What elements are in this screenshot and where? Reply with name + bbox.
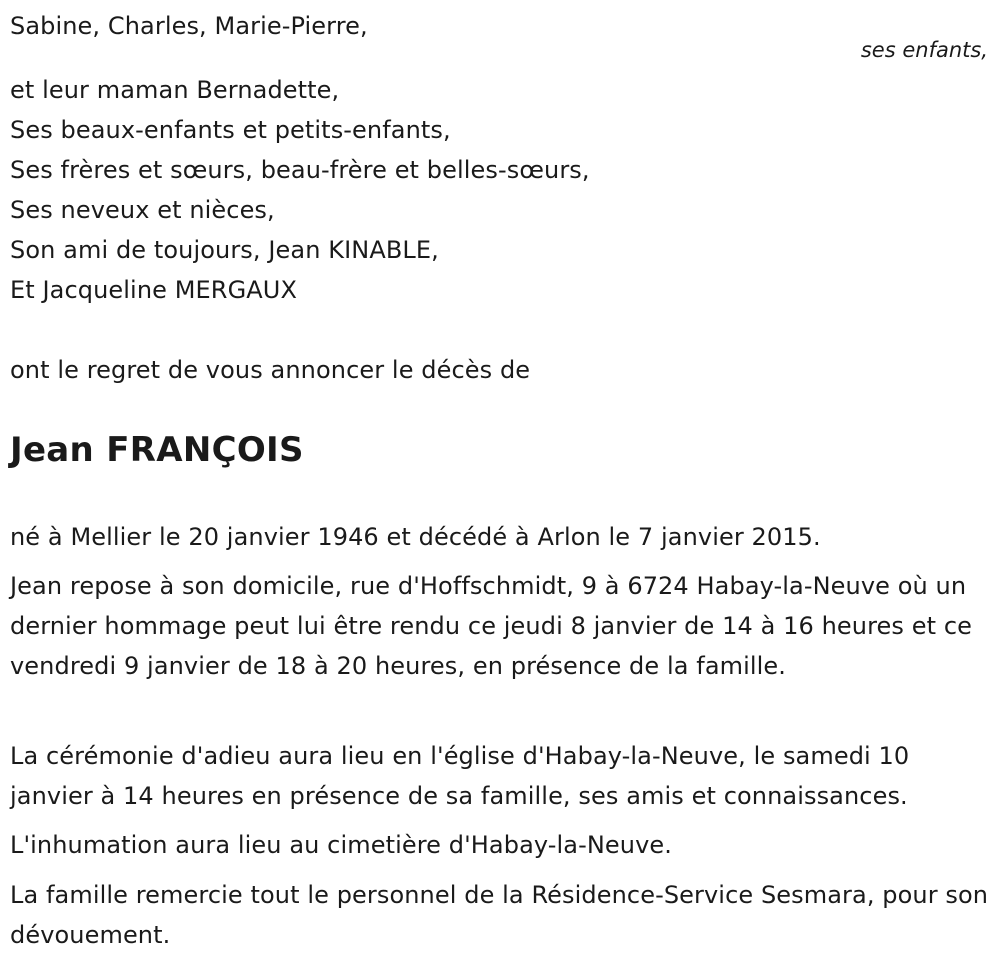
family-line-freres-soeurs: Ses frères et sœurs, beau-frère et belles-sœurs, (10, 156, 590, 184)
children-role: ses enfants, (860, 38, 988, 62)
family-line-maman: et leur maman Bernadette, (10, 76, 340, 104)
family-line-jacqueline: Et Jacqueline MERGAUX (10, 276, 298, 304)
children-names: Sabine, Charles, Marie-Pierre, (10, 12, 368, 40)
deceased-name: Jean FRANÇOIS (10, 430, 304, 470)
burial-paragraph: L'inhumation aura lieu au cimetière d'Habay-la-Neuve. (10, 831, 672, 859)
family-line-neveux: Ses neveux et nièces, (10, 196, 275, 224)
family-line-beaux-enfants: Ses beaux-enfants et petits-enfants, (10, 116, 451, 144)
visitation-paragraph: Jean repose à son domicile, rue d'Hoffschmidt, 9 à 6724 Habay-la-Neuve où un dernier hommage peut lui être rendu ce jeudi 8 janvier de 14 à 16 heures et ce vendredi 9 janvier de 18 à 20 heures, en présence de la famille. (10, 572, 972, 680)
family-line-ami: Son ami de toujours, Jean KINABLE, (10, 236, 439, 264)
thanks-paragraph: La famille remercie tout le personnel de la Résidence-Service Sesmara, pour son dévouement. (10, 881, 989, 949)
ceremony-paragraph: La cérémonie d'adieu aura lieu en l'église d'Habay-la-Neuve, le samedi 10 janvier à 14 heures en présence de sa famille, ses amis et connaissances. (10, 742, 910, 810)
birth-death-paragraph: né à Mellier le 20 janvier 1946 et décédé à Arlon le 7 janvier 2015. (10, 523, 821, 551)
announcement-text: ont le regret de vous annoncer le décès de (10, 356, 531, 384)
